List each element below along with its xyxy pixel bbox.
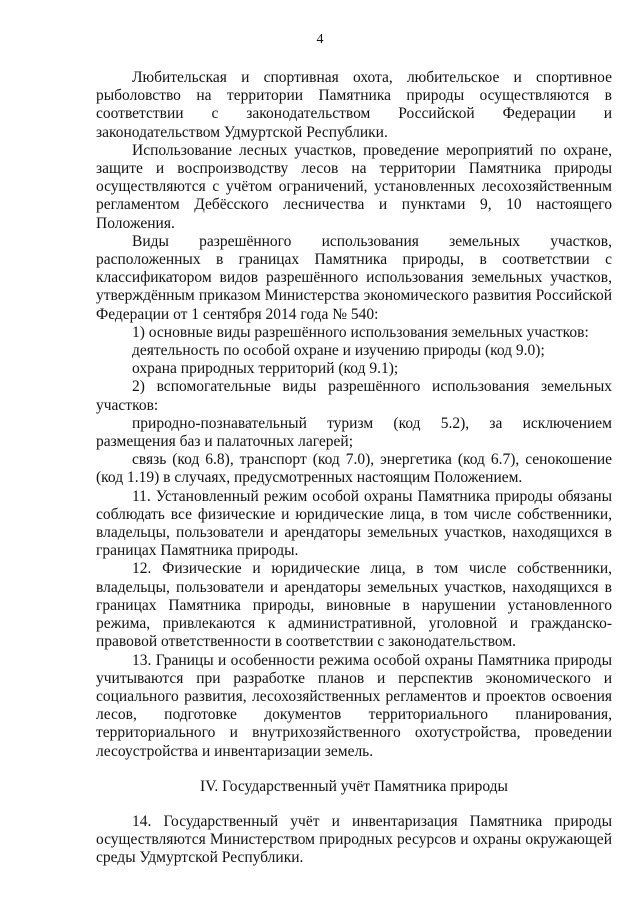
document-body: [96, 69, 612, 868]
paragraph-territory-protection: охрана природных территорий (код 9.1);: [132, 360, 399, 378]
paragraph-main-use-types: 1) основные виды разрешённого использования земельных участков:: [132, 323, 589, 341]
paragraph-communications-transport: связь (код 6.8), транспорт (код 7.0), энергетика (код 6.7), сенокошение (код 1.19) в случаях, предусмотренных настоящим Положением.: [96, 451, 612, 487]
section-heading: IV. Государственный учёт Памятника природы: [200, 777, 508, 795]
paragraph-item-14: 14. Государственный учёт и инвентаризация Памятника природы осуществляются Министерством природных ресурсов и охраны окружающей среды Удмуртской Республики.: [96, 812, 612, 867]
paragraph-hunting-fishing: Любительская и спортивная охота, любительское и спортивное рыболовство на территории Памятника природы осуществляются в соответствии с законодательством Российской Федерации и законодательством Удмуртской Республики.: [96, 69, 612, 141]
paragraph-item-11: 11. Установленный режим особой охраны Памятника природы обязаны соблюдать все физические и юридические лица, в том числе собственники, владельцы, пользователи и арендаторы земельных участков, находящихся в границах Памятника природы.: [96, 487, 612, 560]
paragraph-item-12: 12. Физические и юридические лица, в том числе собственники, владельцы, пользователи и арендаторы земельных участков, находящихся в границах Памятника природы, виновные в нарушении установленного режима, привлекаются к административной, уголовной и гражданско-правовой ответственности в соответствии с законодательством.: [96, 560, 612, 651]
page-number: 4: [316, 32, 324, 47]
paragraph-auxiliary-use-types: 2) вспомогательные виды разрешённого использования земельных участков:: [96, 378, 612, 414]
paragraph-land-use-types: Виды разрешённого использования земельных участков, расположенных в границах Памятника природы, в соответствии с классификатором видов разрешённого использования земельных участков, утверждённым приказом Министерства экономического развития Российской Федерации от 1 сентября 2014 года № 540:: [96, 232, 612, 323]
paragraph-item-13: 13. Границы и особенности режима особой охраны Памятника природы учитываются при разработке планов и перспектив экономического и социального развития, лесохозяйственных регламентов и проектов освоения лесов, подготовке документов территориального планирования, территориального и внутрихозяйственного охотустройства, проведении лесоустройства и инвентаризации земель.: [96, 651, 612, 760]
paragraph-nature-protection: деятельность по особой охране и изучению природы (код 9.0);: [132, 342, 545, 360]
paragraph-forest-use: Использование лесных участков, проведение мероприятий по охране, защите и воспроизводству лесов на территории Памятника природы осуществляются с учётом ограничений, установленных лесохозяйственным регламентом Дебёсского лесничества и пунктами 9, 10 настоящего Положения.: [96, 141, 612, 232]
paragraph-nature-tourism: природно-познавательный туризм (код 5.2), за исключением размещения баз и палаточных лагерей;: [96, 414, 612, 451]
